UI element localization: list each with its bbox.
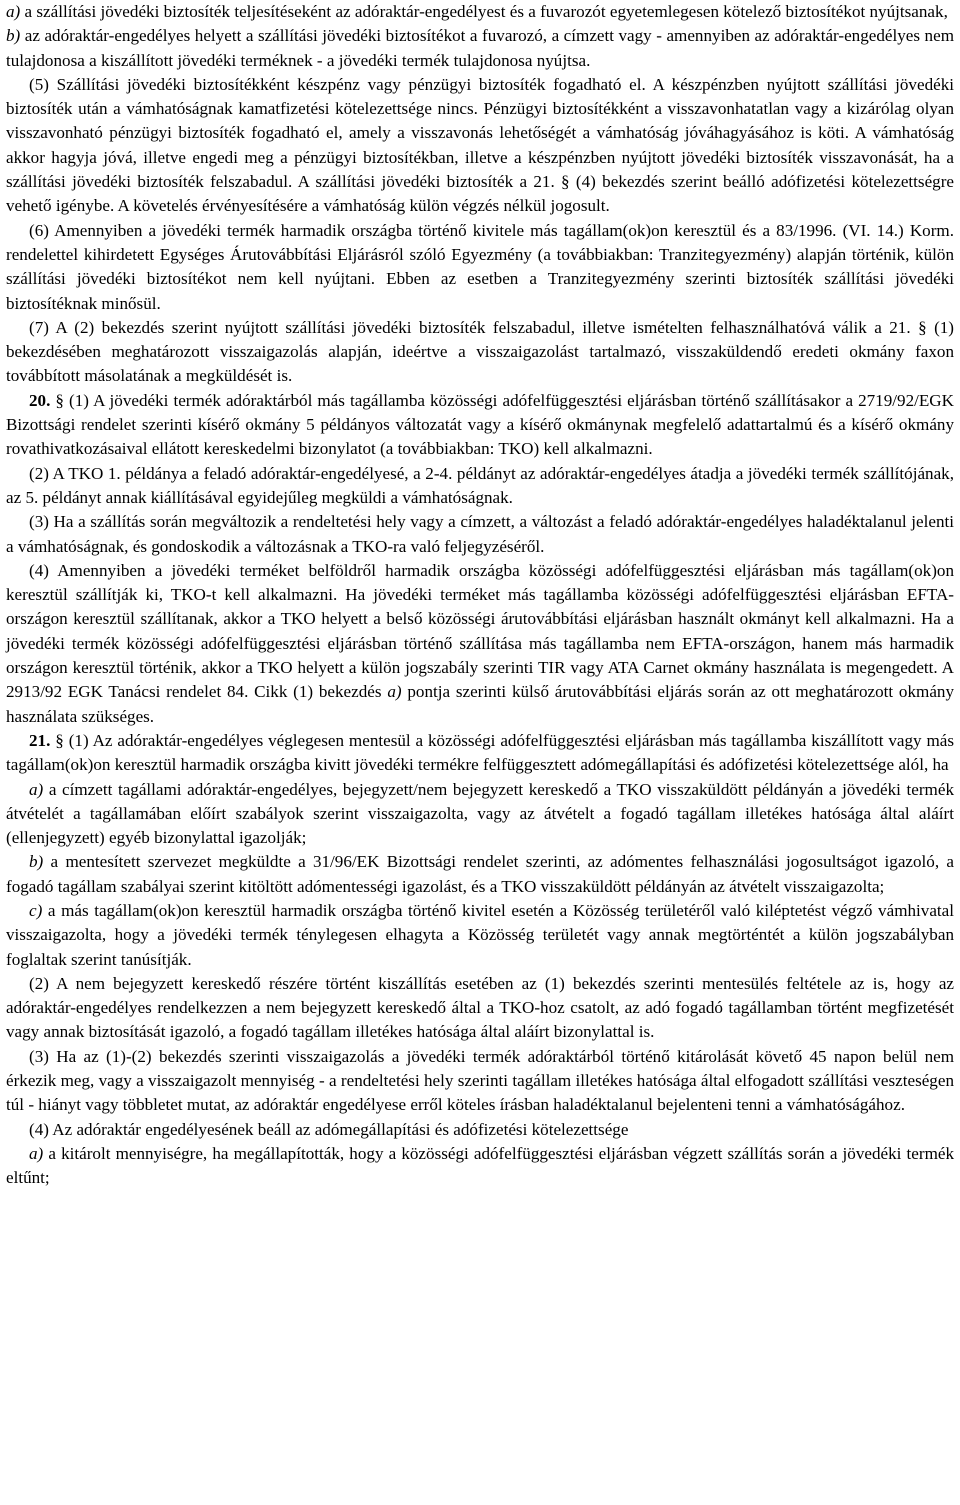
paragraph xyxy=(6,559,954,729)
item-label: a) xyxy=(29,1143,44,1163)
paragraph-text: (7) A (2) bekezdés szerint nyújtott szállítási jövedéki biztosíték felszabadul, illetve ismételten felhasználhatóvá válik a 21. § (1) bekezdésében meghatározott visszaigazolás alapján, ideértve a visszaigazolást tartalmazó, visszaküldendő eredeti okmány faxon továbbított másolatának a megküldését is. xyxy=(6,317,954,386)
item-label: a) xyxy=(6,2,21,21)
paragraph-text: a szállítási jövedéki biztosíték teljesítéseként az adóraktár-engedélyest és a fuvarozót egyetemlegesen kötelező biztosítékot nyújtsanak, xyxy=(20,2,948,21)
section-number: 21. xyxy=(29,730,51,750)
paragraph-text: (3) Ha a szállítás során megváltozik a rendeltetési hely vagy a címzett, a változást a feladó adóraktár-engedélyes haladéktalanul jelenti a vámhatóságnak, és gondoskodik a változásnak a TKO-ra való feljegyzéséről. xyxy=(6,512,954,556)
paragraph-text: a címzett tagállami adóraktár-engedélyes, bejegyzett/nem bejegyzett kereskedő a TKO visszaküldött példányán a jövedéki termék átvételét a tagállamában előírt szabályok szerint visszaigazolta, vagy az átvételt a fogadó tagállam illetékes hatósága által aláírt (ellenjegyzett) egyéb bizonylattal igazolják; xyxy=(6,779,954,848)
paragraph xyxy=(6,899,954,972)
paragraph-text: (4) Amennyiben a jövedéki terméket belföldről harmadik országba közösségi adófelfüggesztési eljárásban más tagállam(ok)on keresztül szállítják ki, TKO-t kell alkalmazni. Ha jövedéki terméket más tagállamba közösségi adófelfüggesztési eljárásban EFTA-országon keresztül szállítanak, akkor a TKO helyett a belső közösségi árutovábbítási eljárásban használt okmányt kell alkalmazni. Ha a jövedéki termék közösségi adófelfüggesztési eljárásban történő szállítása más tagállamba nem EFTA-országon, hanem más harmadik országon keresztül történik, akkor a TKO helyett a külön jogszabály szerinti TIR vagy ATA Carnet okmány használata is megengedett. A 2913/92 EGK Tanácsi rendelet 84. Cikk (1) bekezdés xyxy=(6,560,954,702)
paragraph-text: (5) Szállítási jövedéki biztosítékként készpénz vagy pénzügyi biztosíték fogadható el. A készpénzben nyújtott szállítási jövedéki biztosíték után a vámhatóságnak kamatfizetési kötelezettsége nincs. Pénzügyi biztosítékként a visszavonhatatlan vagy a kizárólag olyan visszavonható pénzügyi biztosíték fogadható el, amely a visszavonás lehetőségét a vámhatóság jóváhagyásához is köti. A vámhatóság akkor hagyja jóvá, illetve engedi meg a pénzügyi biztosítékban, illetve a készpénzben nyújtott jövedéki biztosíték visszavonását, ha a szállítási jövedéki biztosíték felszabadul. A szállítási jövedéki biztosíték a 21. § (4) bekezdés szerint beálló adófizetési kötelezettségre vehető igénybe. A követelés érvényesítésére a vámhatóság külön végzés nélkül jogosult. xyxy=(6,74,954,216)
paragraph xyxy=(6,462,954,511)
paragraph xyxy=(6,510,954,559)
paragraph xyxy=(6,73,954,219)
item-label: b) xyxy=(6,26,21,46)
paragraph xyxy=(6,778,954,851)
paragraph-text: az adóraktár-engedélyes helyett a szállítási jövedéki biztosítékot a fuvarozó, a címzett vagy - amennyiben az adóraktár-engedélyes nem tulajdonosa a kiszállított jövedéki terméknek - a jövedéki termék tulajdonosa nyújtsa. xyxy=(6,26,954,70)
paragraph xyxy=(6,1142,954,1191)
section-number: 20. xyxy=(29,390,51,410)
item-label: a) xyxy=(29,779,44,799)
paragraph-text: a kitárolt mennyiségre, ha megállapították, hogy a közösségi adófelfüggesztési eljárásban végzett szállítás során a jövedéki termék eltűnt; xyxy=(6,1143,954,1188)
paragraph xyxy=(6,0,954,24)
paragraph xyxy=(6,972,954,1045)
paragraph xyxy=(6,729,954,778)
paragraph-text: (6) Amennyiben a jövedéki termék harmadik országba történő kivitele más tagállam(ok)on keresztül és a 83/1996. (VI. 14.) Korm. rendelettel kihirdetett Egységes Árutovábbítási Eljárásról szóló Egyezmény (a továbbiakban: Tranzitegyezmény) alapján történik, külön szállítási jövedéki biztosítékot nem kell nyújtani. Ebben az esetben a Tranzitegyezmény szerinti biztosíték szállítási jövedéki biztosítéknak minősül. xyxy=(6,220,954,313)
paragraph xyxy=(6,219,954,316)
item-label: b) xyxy=(29,852,44,872)
paragraph-text: § (1) A jövedéki termék adóraktárból más tagállamba közösségi adófelfüggesztési eljárásban történő szállításakor a 2719/92/EGK Bizottsági rendelet szerinti kísérő okmány 5 példányos változatát vagy a kísérő okmánynak megfelelő adattartalmú és a kísérő okmány rovathivatkozásaival ellátott kereskedelmi bizonylatot (a továbbiakban: TKO) kell alkalmazni. xyxy=(6,390,954,459)
item-label: c) xyxy=(29,900,43,920)
paragraph-text: pontja szerinti külső árutovábbítási eljárás során az ott meghatározott okmány használata szükséges. xyxy=(6,682,955,726)
paragraph xyxy=(6,850,954,899)
paragraph-text: a mentesített szervezet megküldte a 31/96/EK Bizottsági rendelet szerinti, az adómentes felhasználási jogosultságot igazoló, a fogadó tagállam szabályai szerint kitöltött adómentességi igazolást, és a TKO visszaküldött példányán az átvételt visszaigazolta; xyxy=(6,852,954,896)
paragraph-text: a más tagállam(ok)on keresztül harmadik országba történő kivitel esetén a Közösség területéről való kiléptetést végző vámhivatal visszaigazolta, hogy a jövedéki termék ténylegesen elhagyta a Közösség területét vagy annak megtörténtét a külön jogszabályban foglaltak szerint tanúsítják. xyxy=(6,900,954,969)
paragraph xyxy=(6,1118,954,1142)
paragraph-text: (2) A nem bejegyzett kereskedő részére történt kiszállítás esetében az (1) bekezdés szerinti mentesülés feltétele az is, hogy az adóraktár-engedélyes rendelkezzen a nem bejegyzett kereskedő által a TKO-hoz csatolt, az adó fogadó tagállamban történt megfizetését vagy annak biztosítását igazoló, a fogadó tagállam illetékes hatósága által aláírt bizonylattal is. xyxy=(6,973,954,1042)
paragraph-text: (3) Ha az (1)-(2) bekezdés szerinti visszaigazolás a jövedéki termék adóraktárból történő kitárolását követő 45 napon belül nem érkezik meg, vagy a visszaigazolt mennyiség - a rendeltetési hely szerinti tagállam illetékes hatósága által elfogadott szállítási veszteségen túl - hiányt vagy többletet mutat, az adóraktár engedélyese erről köteles írásban haladéktalanul bejelenteni tenni a vámhatóságához. xyxy=(6,1046,954,1115)
item-label: a) xyxy=(387,682,402,702)
paragraph-text: (2) A TKO 1. példánya a feladó adóraktár-engedélyesé, a 2-4. példányt az adóraktár-engedélyes átadja a jövedéki termék szállítójának, az 5. példányt annak kiállításával egyidejűleg megküldi a vámhatóságnak. xyxy=(6,463,954,507)
paragraph-text: (4) Az adóraktár engedélyesének beáll az adómegállapítási és adófizetési kötelezettsége xyxy=(29,1119,629,1139)
paragraph xyxy=(6,1045,954,1118)
paragraph-text: § (1) Az adóraktár-engedélyes véglegesen mentesül a közösségi adófelfüggesztési eljárásban más tagállamba kiszállított vagy más tagállam(ok)on keresztül harmadik országba kivitt jövedéki termékre felfüggesztett adómegállapítási és adófizetési kötelezettsége alól, ha xyxy=(6,730,954,775)
paragraph xyxy=(6,389,954,462)
paragraph xyxy=(6,24,954,73)
paragraph xyxy=(6,316,954,389)
